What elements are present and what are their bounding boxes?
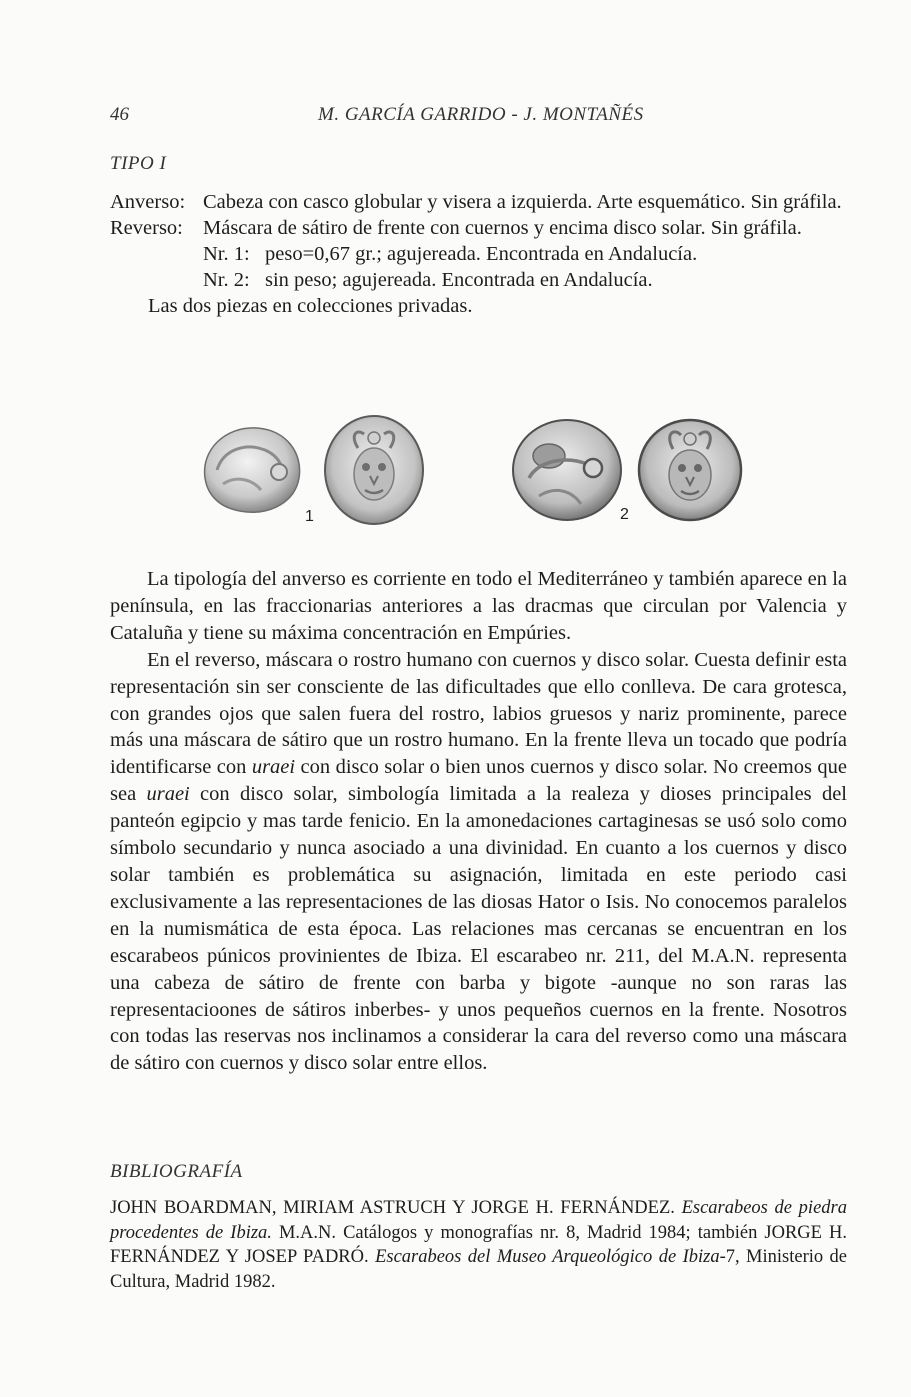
specimen-1-label: Nr. 1: <box>203 243 250 265</box>
anverso-label: Anverso: <box>110 191 186 213</box>
bibliography-entry <box>110 1196 847 1294</box>
bibliography-title-1: Escarabeos de piedra procedentes de Ibiza. <box>110 1198 847 1243</box>
italic-term: uraei <box>146 783 190 806</box>
bibliography-part-a: JOHN BOARDMAN, MIRIAM ASTRUCH Y JORGE H. FERNÁNDEZ. <box>110 1198 682 1218</box>
reverso-text: Máscara de sátiro de frente con cuernos y encima disco solar. Sin gráfila. <box>203 217 802 239</box>
specimen-1-text: peso=0,67 gr.; agujereada. Encontrada en Andalucía. <box>265 243 698 265</box>
coin-2-reverse-image <box>635 415 745 525</box>
figure-label-1: 1 <box>305 508 314 525</box>
body-paragraph-2-part-c: con disco solar, simbología limitada a la realeza y dioses principales del panteón egipcio y mas tarde fenicio. En la amonedaciones cartaginesas se usó solo como símbolo secundario y nunca asociado a una divinidad. En cuanto a los cuernos y disco solar también es problemática su asignación, limitada en este periodo casi exclusivamente a las representaciones de las diosas Hator o Isis. No conocemos paralelos en la numismática de esta época. Las relaciones mas cercanas se encuentran en los escarabeos púnicos provinientes de Ibiza. El escarabeo nr. 211, del M.A.N. representa una cabeza de sátiro de frente con barba y bigote -aunque no son raras las representacioones de sátiros inberbes- y unos pequeños cuernos en la frente. Nosotros con todas las reservas nos inclinamos a considerar la cara del reverso como una máscara de sátiro con cuernos y disco solar entre ellos. <box>110 783 847 1075</box>
specimen-2-text: sin peso; agujereada. Encontrada en Andalucía. <box>265 269 653 291</box>
anverso-row <box>110 189 850 215</box>
reverso-row <box>110 215 850 241</box>
reverso-label: Reverso: <box>110 217 183 239</box>
coin-2-obverse-image <box>509 416 627 524</box>
specimen-2-label: Nr. 2: <box>203 269 250 291</box>
bibliography-title-2: Escarabeos del Museo Arqueológico de Ibiza <box>375 1247 720 1267</box>
body-paragraph-2-part-b: con disco solar o bien unos cuernos y disco solar. No creemos que sea <box>110 756 847 806</box>
body-paragraph-2-part-a: En el reverso, máscara o rostro humano con cuernos y disco solar. Cuesta definir esta representación sin ser consciente de las dificultades que ello conlleva. De cara grotesca, con grandes ojos que salen fuera del rostro, labios gruesos y nariz prominente, parece más una máscara de sátiro que un rostro humano. En la frente lleva un tocado que podría identificarse con <box>110 648 847 779</box>
specimen-1 <box>203 241 850 267</box>
bibliography-heading: BIBLIOGRAFÍA <box>110 1161 243 1182</box>
specimen-2 <box>203 267 850 293</box>
coin-1-obverse-image <box>195 420 307 516</box>
page-number: 46 <box>110 104 129 125</box>
section-title: TIPO I <box>110 153 167 174</box>
body-paragraph-2 <box>110 647 847 1078</box>
anverso-text: Cabeza con casco globular y visera a izquierda. Arte esquemático. Sin gráfila. <box>203 191 842 213</box>
coins-figure <box>195 412 655 532</box>
body-text <box>110 566 847 1077</box>
coin-description <box>110 189 850 319</box>
bibliography-part-c: -7, Ministerio de Cultura, Madrid 1982. <box>110 1247 848 1292</box>
italic-term: uraei <box>251 756 296 779</box>
running-header-authors: M. GARCÍA GARRIDO - J. MONTAÑÉS <box>318 104 644 125</box>
figure-label-2: 2 <box>620 506 629 523</box>
collections-note: Las dos piezas en colecciones privadas. <box>148 295 473 317</box>
bibliography-part-b: M.A.N. Catálogos y monografías nr. 8, Madrid 1984; también JORGE H. FERNÁNDEZ Y JOSEP PADRÓ. <box>110 1222 847 1267</box>
coin-1-reverse-image <box>320 412 428 528</box>
body-paragraph-1: La tipología del anverso es corriente en todo el Mediterráneo y también aparece en la península, en las fraccionarias anteriores a las dracmas que circulan por Valencia y Cataluña y tiene su máxima concentración en Empúries. <box>110 568 847 644</box>
